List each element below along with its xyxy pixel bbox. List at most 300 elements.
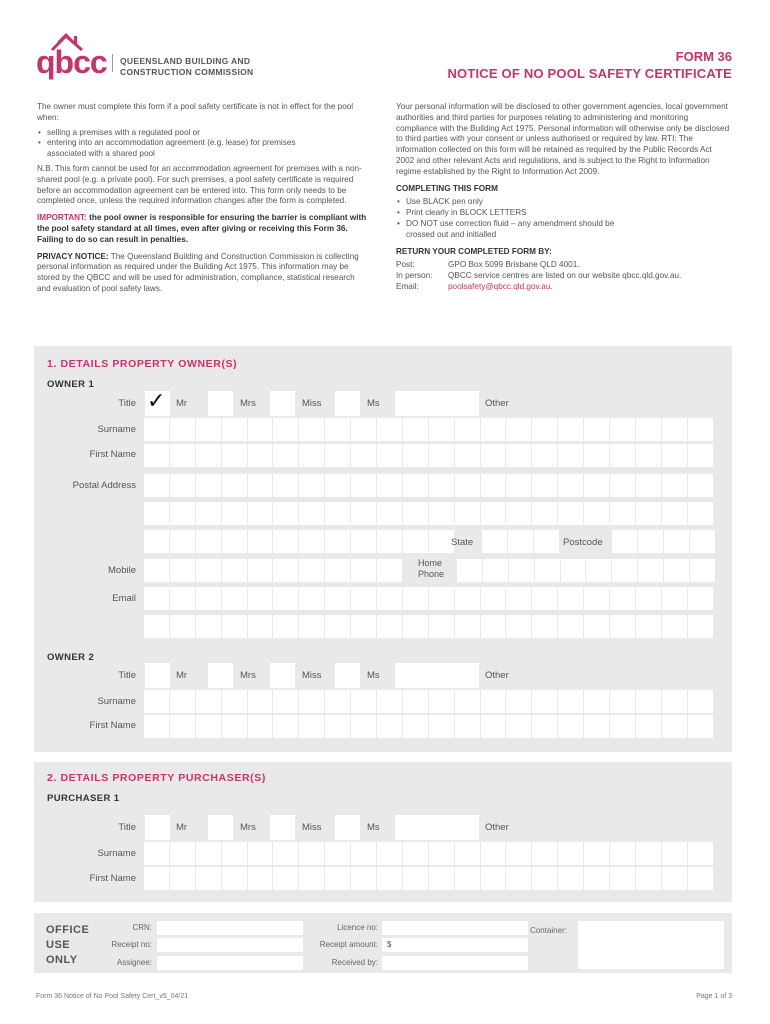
char-box[interactable] [688,587,714,610]
char-box[interactable] [351,867,377,890]
char-box[interactable] [222,444,248,467]
char-box[interactable] [377,502,403,525]
char-box[interactable] [325,615,351,638]
char-box[interactable] [509,559,535,582]
char-box[interactable] [196,867,222,890]
postal-address-line1-boxes[interactable] [144,474,714,497]
char-box[interactable] [610,502,636,525]
char-box[interactable] [325,502,351,525]
mobile-label: Mobile [108,565,136,576]
char-box[interactable] [584,615,610,638]
char-box[interactable] [532,444,558,467]
char-box[interactable] [506,502,532,525]
char-box[interactable] [196,690,222,713]
title-mrs-checkbox[interactable] [208,391,233,416]
receipt-amount-field[interactable] [382,938,528,952]
char-box[interactable] [170,418,196,441]
char-box[interactable] [506,444,532,467]
char-box[interactable] [248,587,274,610]
char-box[interactable] [273,615,299,638]
char-box[interactable] [325,474,351,497]
char-box[interactable] [273,587,299,610]
char-box[interactable] [532,587,558,610]
char-box[interactable] [636,715,662,738]
owner2-title-mrs-checkbox[interactable] [208,663,233,688]
char-box[interactable] [429,867,455,890]
state-boxes[interactable] [482,530,560,553]
char-box[interactable] [636,615,662,638]
char-box[interactable] [351,530,377,553]
char-box[interactable] [506,715,532,738]
char-box[interactable] [273,559,299,582]
char-box[interactable] [248,715,274,738]
char-box[interactable] [584,444,610,467]
char-box[interactable] [506,867,532,890]
purchaser-title-mrs-checkbox[interactable] [208,815,233,840]
char-box[interactable] [325,418,351,441]
char-box[interactable] [690,530,716,553]
char-box[interactable] [429,474,455,497]
char-box[interactable] [196,842,222,865]
office-use-title-line1: OFFICE [46,924,90,936]
char-box[interactable] [170,474,196,497]
char-box[interactable] [662,474,688,497]
received-by-field[interactable] [382,956,528,970]
char-box[interactable] [351,502,377,525]
char-box[interactable] [506,418,532,441]
char-box[interactable] [351,587,377,610]
inperson-value[interactable]: QBCC service centres are listed on our website qbcc.qld.gov.au. [448,271,682,281]
char-box[interactable] [144,867,170,890]
title-mr-label: Mr [176,398,188,409]
char-box[interactable] [558,842,584,865]
purchaser-title-other-field[interactable] [395,815,479,840]
char-box[interactable] [144,842,170,865]
char-box[interactable] [455,715,481,738]
char-box[interactable] [610,474,636,497]
char-box[interactable] [638,559,664,582]
char-box[interactable] [299,690,325,713]
title-mr-checkbox[interactable] [145,391,170,416]
char-box[interactable] [636,418,662,441]
char-box[interactable] [170,530,196,553]
char-box[interactable] [558,867,584,890]
char-box[interactable] [688,418,714,441]
char-box[interactable] [144,474,170,497]
char-box[interactable] [508,530,534,553]
char-box[interactable] [377,715,403,738]
char-box[interactable] [455,615,481,638]
char-box[interactable] [584,867,610,890]
char-box[interactable] [481,474,507,497]
char-box[interactable] [455,867,481,890]
char-box[interactable] [429,502,455,525]
char-box[interactable] [610,715,636,738]
char-box[interactable] [636,587,662,610]
char-box[interactable] [351,444,377,467]
char-box[interactable] [403,842,429,865]
char-box[interactable] [481,418,507,441]
char-box[interactable] [584,690,610,713]
char-box[interactable] [273,867,299,890]
char-box[interactable] [170,444,196,467]
char-box[interactable] [636,867,662,890]
char-box[interactable] [248,615,274,638]
char-box[interactable] [481,842,507,865]
char-box[interactable] [636,474,662,497]
char-box[interactable] [483,559,509,582]
owner2-title-ms-checkbox[interactable] [335,663,360,688]
char-box[interactable] [248,444,274,467]
char-box[interactable] [662,444,688,467]
char-box[interactable] [688,444,714,467]
char-box[interactable] [506,587,532,610]
char-box[interactable] [610,418,636,441]
char-box[interactable] [481,715,507,738]
char-box[interactable] [584,474,610,497]
char-box[interactable] [403,690,429,713]
char-box[interactable] [662,418,688,441]
title-other-field[interactable] [395,391,479,416]
char-box[interactable] [196,502,222,525]
char-box[interactable] [662,690,688,713]
char-box[interactable] [532,502,558,525]
char-box[interactable] [429,444,455,467]
char-box[interactable] [299,444,325,467]
char-box[interactable] [144,502,170,525]
char-box[interactable] [222,418,248,441]
char-box[interactable] [688,842,714,865]
purchaser-title-ms-checkbox[interactable] [335,815,360,840]
char-box[interactable] [429,715,455,738]
char-box[interactable] [584,715,610,738]
char-box[interactable] [662,615,688,638]
char-box[interactable] [558,690,584,713]
crn-field[interactable] [157,921,303,935]
char-box[interactable] [558,615,584,638]
char-box[interactable] [612,559,638,582]
char-box[interactable] [532,715,558,738]
char-box[interactable] [612,530,638,553]
char-box[interactable] [662,715,688,738]
char-box[interactable] [351,715,377,738]
title-miss-checkbox[interactable] [270,391,295,416]
char-box[interactable] [325,530,351,553]
char-box[interactable] [403,715,429,738]
char-box[interactable] [325,559,351,582]
char-box[interactable] [273,502,299,525]
char-box[interactable] [248,867,274,890]
char-box[interactable] [222,615,248,638]
char-box[interactable] [455,842,481,865]
char-box[interactable] [638,530,664,553]
char-box[interactable] [662,867,688,890]
char-box[interactable] [377,474,403,497]
char-box[interactable] [664,530,690,553]
char-box[interactable] [664,559,690,582]
container-field[interactable] [578,921,724,969]
char-box[interactable] [403,444,429,467]
receipt-no-field[interactable] [157,938,303,952]
char-box[interactable] [403,530,429,553]
char-box[interactable] [534,530,560,553]
char-box[interactable] [429,842,455,865]
char-box[interactable] [248,474,274,497]
purchaser-surname-boxes[interactable] [144,842,714,865]
char-box[interactable] [144,559,170,582]
char-box[interactable] [248,530,274,553]
char-box[interactable] [532,418,558,441]
char-box[interactable] [325,587,351,610]
char-box[interactable] [273,418,299,441]
first-name-boxes[interactable] [144,444,714,467]
char-box[interactable] [455,502,481,525]
char-box[interactable] [584,842,610,865]
char-box[interactable] [688,474,714,497]
char-box[interactable] [584,502,610,525]
char-box[interactable] [273,842,299,865]
char-box[interactable] [222,690,248,713]
char-box[interactable] [481,587,507,610]
char-box[interactable] [144,690,170,713]
char-box[interactable] [222,715,248,738]
char-box[interactable] [455,444,481,467]
char-box[interactable] [455,474,481,497]
char-box[interactable] [586,559,612,582]
char-box[interactable] [403,474,429,497]
char-box[interactable] [377,587,403,610]
char-box[interactable] [196,587,222,610]
char-box[interactable] [688,615,714,638]
email-line1-boxes[interactable] [144,587,714,610]
char-box[interactable] [299,418,325,441]
char-box[interactable] [610,615,636,638]
email-line2-boxes[interactable] [144,615,714,638]
char-box[interactable] [532,615,558,638]
postal-address-line3-boxes[interactable] [144,530,455,553]
char-box[interactable] [688,502,714,525]
char-box[interactable] [377,418,403,441]
char-box[interactable] [482,530,508,553]
char-box[interactable] [584,587,610,610]
char-box[interactable] [377,867,403,890]
char-box[interactable] [248,842,274,865]
char-box[interactable] [170,615,196,638]
char-box[interactable] [584,418,610,441]
char-box[interactable] [170,559,196,582]
char-box[interactable] [351,474,377,497]
char-box[interactable] [636,690,662,713]
char-box[interactable] [248,559,274,582]
char-box[interactable] [558,418,584,441]
char-box[interactable] [457,559,483,582]
char-box[interactable] [144,587,170,610]
char-box[interactable] [144,715,170,738]
char-box[interactable] [299,474,325,497]
char-box[interactable] [144,444,170,467]
char-box[interactable] [299,559,325,582]
assignee-field[interactable] [157,956,303,970]
char-box[interactable] [196,418,222,441]
char-box[interactable] [196,530,222,553]
char-box[interactable] [299,530,325,553]
char-box[interactable] [222,867,248,890]
title-ms-checkbox[interactable] [335,391,360,416]
postal-address-line2-boxes[interactable] [144,502,714,525]
char-box[interactable] [170,690,196,713]
char-box[interactable] [481,444,507,467]
email-link[interactable]: poolsafety@qbcc.qld.gov.au. [448,281,553,291]
owner2-title-mr-checkbox[interactable] [145,663,170,688]
char-box[interactable] [273,530,299,553]
char-box[interactable] [273,690,299,713]
purchaser-title-miss-checkbox[interactable] [270,815,295,840]
char-box[interactable] [610,842,636,865]
char-box[interactable] [455,587,481,610]
char-box[interactable] [144,418,170,441]
char-box[interactable] [325,715,351,738]
char-box[interactable] [429,615,455,638]
char-box[interactable] [351,690,377,713]
mobile-boxes[interactable] [144,559,403,582]
char-box[interactable] [248,690,274,713]
char-box[interactable] [222,587,248,610]
char-box[interactable] [688,867,714,890]
char-box[interactable] [170,867,196,890]
char-box[interactable] [222,474,248,497]
owner2-title-other-field[interactable] [395,663,479,688]
char-box[interactable] [558,474,584,497]
char-box[interactable] [248,502,274,525]
char-box[interactable] [506,842,532,865]
char-box[interactable] [377,842,403,865]
char-box[interactable] [662,502,688,525]
licence-no-field[interactable] [382,921,528,935]
char-box[interactable] [506,690,532,713]
char-box[interactable] [273,444,299,467]
char-box[interactable] [455,418,481,441]
surname-boxes[interactable] [144,418,714,441]
char-box[interactable] [403,615,429,638]
owner2-title-miss-checkbox[interactable] [270,663,295,688]
char-box[interactable] [688,690,714,713]
char-box[interactable] [377,690,403,713]
char-box[interactable] [481,690,507,713]
char-box[interactable] [610,444,636,467]
char-box[interactable] [377,444,403,467]
char-box[interactable] [403,418,429,441]
purchaser-first-name-boxes[interactable] [144,867,714,890]
char-box[interactable] [455,690,481,713]
char-box[interactable] [299,842,325,865]
char-box[interactable] [558,715,584,738]
char-box[interactable] [429,587,455,610]
char-box[interactable] [636,444,662,467]
owner2-surname-boxes[interactable] [144,690,714,713]
char-box[interactable] [222,842,248,865]
char-box[interactable] [506,474,532,497]
char-box[interactable] [299,867,325,890]
char-box[interactable] [561,559,587,582]
char-box[interactable] [222,502,248,525]
char-box[interactable] [377,530,403,553]
char-box[interactable] [403,502,429,525]
char-box[interactable] [636,502,662,525]
char-box[interactable] [248,418,274,441]
char-box[interactable] [558,587,584,610]
char-box[interactable] [170,587,196,610]
char-box[interactable] [196,615,222,638]
char-box[interactable] [535,559,561,582]
char-box[interactable] [558,502,584,525]
char-box[interactable] [144,530,170,553]
char-box[interactable] [690,559,716,582]
char-box[interactable] [144,615,170,638]
char-box[interactable] [325,444,351,467]
char-box[interactable] [196,559,222,582]
char-box[interactable] [273,474,299,497]
home-phone-boxes[interactable] [457,559,716,582]
char-box[interactable] [351,418,377,441]
char-box[interactable] [351,842,377,865]
char-box[interactable] [532,842,558,865]
char-box[interactable] [481,867,507,890]
char-box[interactable] [222,559,248,582]
char-box[interactable] [688,715,714,738]
char-box[interactable] [351,615,377,638]
char-box[interactable] [481,502,507,525]
char-box[interactable] [532,690,558,713]
char-box[interactable] [377,615,403,638]
char-box[interactable] [325,842,351,865]
char-box[interactable] [532,474,558,497]
char-box[interactable] [170,842,196,865]
char-box[interactable] [273,715,299,738]
char-box[interactable] [196,474,222,497]
char-box[interactable] [196,444,222,467]
owner2-first-name-boxes[interactable] [144,715,714,738]
char-box[interactable] [429,418,455,441]
char-box[interactable] [325,690,351,713]
char-box[interactable] [532,867,558,890]
char-box[interactable] [299,715,325,738]
char-box[interactable] [299,502,325,525]
char-box[interactable] [662,842,688,865]
char-box[interactable] [377,559,403,582]
char-box[interactable] [429,690,455,713]
char-box[interactable] [196,715,222,738]
char-box[interactable] [299,615,325,638]
char-box[interactable] [481,615,507,638]
char-box[interactable] [558,444,584,467]
char-box[interactable] [610,867,636,890]
purchaser-title-mr-checkbox[interactable] [145,815,170,840]
char-box[interactable] [610,690,636,713]
char-box[interactable] [506,615,532,638]
char-box[interactable] [170,715,196,738]
char-box[interactable] [636,842,662,865]
char-box[interactable] [299,587,325,610]
char-box[interactable] [170,502,196,525]
char-box[interactable] [403,587,429,610]
char-box[interactable] [403,867,429,890]
char-box[interactable] [610,587,636,610]
char-box[interactable] [351,559,377,582]
char-box[interactable] [222,530,248,553]
postcode-boxes[interactable] [612,530,716,553]
char-box[interactable] [325,867,351,890]
char-box[interactable] [662,587,688,610]
